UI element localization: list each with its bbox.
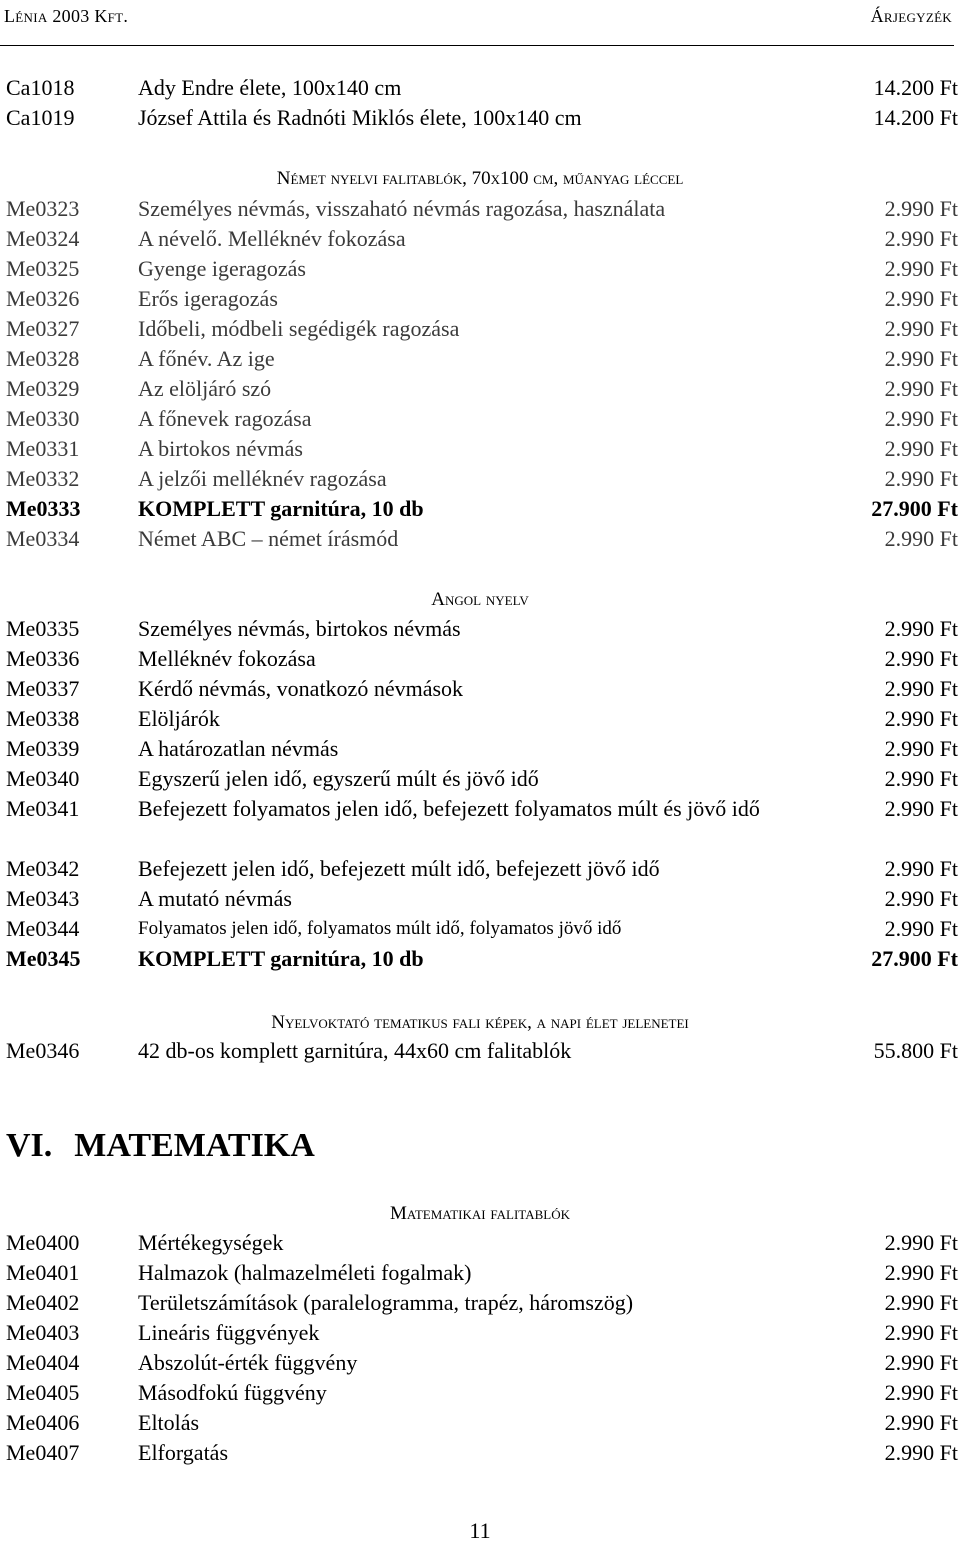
product-code: Me0401	[6, 1260, 80, 1285]
product-price: 2.990 Ft	[884, 436, 958, 461]
product-price: 2.990 Ft	[884, 706, 958, 731]
product-price: 27.900 Ft	[871, 946, 958, 971]
product-code: Me0343	[6, 886, 80, 911]
product-price: 2.990 Ft	[884, 1290, 958, 1315]
product-code: Me0323	[6, 196, 80, 221]
product-price: 55.800 Ft	[873, 1038, 958, 1063]
product-name: Elöljárók	[138, 706, 220, 731]
product-row	[0, 884, 960, 914]
product-price: 14.200 Ft	[873, 75, 958, 100]
product-name: Személyes névmás, birtokos névmás	[138, 616, 461, 641]
section-heading-text: Matematikai falitablók	[390, 1203, 570, 1224]
product-price: 2.990 Ft	[884, 286, 958, 311]
product-name: Német ABC – német írásmód	[138, 526, 399, 551]
product-code: Me0402	[6, 1290, 80, 1315]
product-name: A jelzői melléknév ragozása	[138, 466, 387, 491]
product-name: Személyes névmás, visszaható névmás ragozása, használata	[138, 196, 666, 221]
product-code: Me0332	[6, 466, 80, 491]
product-row	[0, 1438, 960, 1468]
product-row	[0, 434, 960, 464]
product-name: Eltolás	[138, 1410, 200, 1435]
product-row	[0, 914, 960, 944]
page-number: 11	[469, 1518, 491, 1543]
product-row-bundle	[0, 494, 960, 524]
product-name: Területszámítások (paralelogramma, trapéz, háromszög)	[138, 1290, 634, 1315]
product-code: Me0329	[6, 376, 80, 401]
product-row	[0, 524, 960, 554]
product-code: Me0346	[6, 1038, 80, 1063]
product-price: 2.990 Ft	[884, 1350, 958, 1375]
product-code: Me0407	[6, 1440, 80, 1465]
product-name: KOMPLETT garnitúra, 10 db	[138, 496, 424, 521]
product-name: A birtokos névmás	[138, 436, 303, 461]
product-price: 2.990 Ft	[884, 676, 958, 701]
product-row	[0, 1348, 960, 1378]
product-price: 2.990 Ft	[884, 916, 958, 941]
product-code: Me0325	[6, 256, 80, 281]
product-row	[0, 734, 960, 764]
product-name: Mértékegységek	[138, 1230, 284, 1255]
product-price: 2.990 Ft	[884, 526, 958, 551]
product-code: Me0326	[6, 286, 80, 311]
product-row	[0, 254, 960, 284]
product-row	[0, 1378, 960, 1408]
section-heading-text: Német nyelvi falitablók, 70x100 cm, műanyag léccel	[276, 168, 684, 189]
product-name: Melléknév fokozása	[138, 646, 316, 671]
product-price: 2.990 Ft	[884, 646, 958, 671]
product-price: 2.990 Ft	[884, 886, 958, 911]
product-price: 2.990 Ft	[884, 616, 958, 641]
product-price: 2.990 Ft	[884, 316, 958, 341]
product-row	[0, 1288, 960, 1318]
product-name: A mutató névmás	[138, 886, 292, 911]
product-name: Erős igeragozás	[138, 286, 278, 311]
product-name: Időbeli, módbeli segédigék ragozása	[138, 316, 460, 341]
product-row	[0, 344, 960, 374]
product-name: József Attila és Radnóti Miklós élete, 100x140 cm	[138, 105, 582, 130]
product-row	[0, 73, 960, 103]
product-code: Me0331	[6, 436, 80, 461]
section-heading-text: Nyelvoktató tematikus fali képek, a napi élet jelenetei	[271, 1012, 689, 1033]
product-price: 2.990 Ft	[884, 376, 958, 401]
product-code: Me0330	[6, 406, 80, 431]
product-code: Me0333	[6, 496, 81, 521]
section-heading-english	[0, 587, 960, 613]
product-name: Befejezett folyamatos jelen idő, befejezett folyamatos múlt és jövő idő	[138, 796, 760, 821]
product-code: Me0324	[6, 226, 80, 251]
product-price: 2.990 Ft	[884, 346, 958, 371]
product-price: 2.990 Ft	[884, 196, 958, 221]
product-price: 2.990 Ft	[884, 1380, 958, 1405]
document-title: Árjegyzék	[870, 6, 952, 26]
product-price: 2.990 Ft	[884, 1440, 958, 1465]
product-name: Egyszerű jelen idő, egyszerű múlt és jövő idő	[138, 766, 539, 791]
product-name: Lineáris függvények	[138, 1320, 320, 1345]
product-price: 2.990 Ft	[884, 1320, 958, 1345]
product-name: Az elöljáró szó	[138, 376, 272, 401]
product-code: Me0335	[6, 616, 80, 641]
product-price: 2.990 Ft	[884, 856, 958, 881]
product-row	[0, 704, 960, 734]
product-code: Me0327	[6, 316, 80, 341]
product-row	[0, 1228, 960, 1258]
product-row	[0, 1258, 960, 1288]
product-row	[0, 614, 960, 644]
product-code: Me0328	[6, 346, 80, 371]
product-name: Kérdő névmás, vonatkozó névmások	[138, 676, 464, 701]
product-code: Me0336	[6, 646, 80, 671]
product-row	[0, 1318, 960, 1348]
product-price: 14.200 Ft	[873, 105, 958, 130]
product-row	[0, 194, 960, 224]
product-row	[0, 794, 960, 854]
product-name: Abszolút-érték függvény	[138, 1350, 358, 1375]
product-code: Me0341	[6, 796, 80, 821]
product-name: Ady Endre élete, 100x140 cm	[138, 75, 402, 100]
product-code: Me0342	[6, 856, 80, 881]
product-name: Elforgatás	[138, 1440, 229, 1465]
product-name: Másodfokú függvény	[138, 1380, 327, 1405]
product-name: A határozatlan névmás	[138, 736, 339, 761]
product-code: Me0334	[6, 526, 80, 551]
product-price: 2.990 Ft	[884, 796, 958, 821]
chapter-heading	[6, 1126, 315, 1166]
product-name: Befejezett jelen idő, befejezett múlt idő, befejezett jövő idő	[138, 856, 660, 881]
product-row	[0, 1408, 960, 1438]
product-price: 2.990 Ft	[884, 736, 958, 761]
product-code: Me0400	[6, 1230, 80, 1255]
company-name: Lénia 2003 Kft.	[4, 6, 129, 26]
product-row	[0, 764, 960, 794]
product-price: 2.990 Ft	[884, 226, 958, 251]
product-code: Me0405	[6, 1380, 80, 1405]
product-code: Me0339	[6, 736, 80, 761]
product-name: Folyamatos jelen idő, folyamatos múlt idő, folyamatos jövő idő	[138, 918, 622, 939]
product-price: 2.990 Ft	[884, 466, 958, 491]
product-row-bundle	[0, 944, 960, 974]
product-code: Ca1018	[6, 75, 75, 100]
page-header	[4, 4, 952, 34]
product-price: 27.900 Ft	[871, 496, 958, 521]
product-row	[0, 464, 960, 494]
product-price: 2.990 Ft	[884, 1230, 958, 1255]
chapter-number: VI.	[6, 1127, 53, 1164]
product-row	[0, 224, 960, 254]
product-code: Me0340	[6, 766, 80, 791]
product-row	[0, 314, 960, 344]
product-price: 2.990 Ft	[884, 256, 958, 281]
section-heading-math	[0, 1201, 960, 1227]
product-code: Me0337	[6, 676, 80, 701]
product-row	[0, 284, 960, 314]
product-name: A névelő. Melléknév fokozása	[138, 226, 406, 251]
product-code: Me0344	[6, 916, 80, 941]
product-row	[0, 374, 960, 404]
product-code: Me0403	[6, 1320, 80, 1345]
product-price: 2.990 Ft	[884, 766, 958, 791]
product-row	[0, 674, 960, 704]
product-name: A főnév. Az ige	[138, 346, 275, 371]
chapter-title: MATEMATIKA	[74, 1127, 315, 1164]
product-code: Me0404	[6, 1350, 80, 1375]
section-heading-pictures	[0, 1010, 960, 1036]
product-name: KOMPLETT garnitúra, 10 db	[138, 946, 424, 971]
product-price: 2.990 Ft	[884, 1410, 958, 1435]
product-name: Halmazok (halmazelméleti fogalmak)	[138, 1260, 472, 1285]
product-row	[0, 404, 960, 434]
product-row	[0, 103, 960, 133]
product-name: 42 db-os komplett garnitúra, 44x60 cm falitablók	[138, 1038, 572, 1063]
product-code: Me0406	[6, 1410, 80, 1435]
product-name: Gyenge igeragozás	[138, 256, 306, 281]
product-code: Me0345	[6, 946, 81, 971]
product-row	[0, 1036, 960, 1066]
product-price: 2.990 Ft	[884, 1260, 958, 1285]
product-code: Me0338	[6, 706, 80, 731]
header-rule	[0, 45, 954, 46]
section-heading-german	[0, 166, 960, 192]
section-heading-text: Angol nyelv	[431, 589, 529, 610]
product-row	[0, 644, 960, 674]
product-name: A főnevek ragozása	[138, 406, 312, 431]
product-price: 2.990 Ft	[884, 406, 958, 431]
product-row	[0, 854, 960, 884]
product-code: Ca1019	[6, 105, 75, 130]
